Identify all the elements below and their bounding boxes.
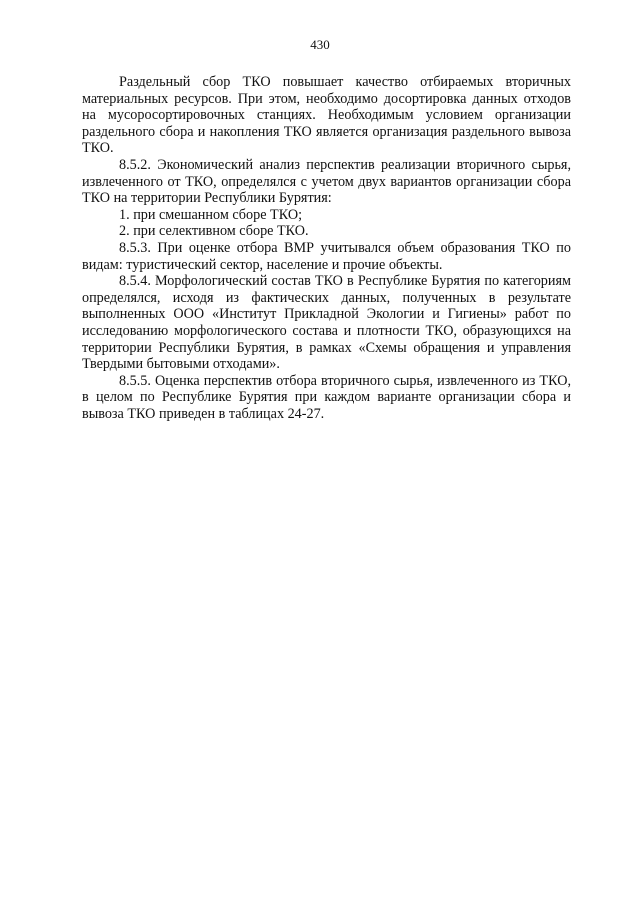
paragraph-separate-collection: Раздельный сбор ТКО повышает качество отбираемых вторичных материальных ресурсов. При этом, необходимо досортировка данных отходов на мусоросортировочных станциях. Необходимым условием организации раздельного сбора и накопления ТКО является организация раздельного вывоза ТКО. (82, 74, 571, 157)
document-body (82, 74, 571, 422)
list-item-selective-collection: 2. при селективном сборе ТКО. (119, 223, 309, 240)
paragraph-8-5-4: 8.5.4. Морфологический состав ТКО в Республике Бурятия по категориям определялся, исходя из фактических данных, полученных в результате выполненных ООО «Институт Прикладной Экологии и Гигиены» работ по исследованию морфологического состава и плотности ТКО, образующихся на территории Республики Бурятия, в рамках «Схемы обращения и управления Твердыми бытовыми отходами». (82, 273, 571, 373)
page-number: 430 (310, 37, 330, 52)
paragraph-8-5-5: 8.5.5. Оценка перспектив отбора вторичного сырья, извлеченного из ТКО, в целом по Республике Бурятия при каждом варианте организации сбора и вывоза ТКО приведен в таблицах 24-27. (82, 372, 571, 422)
paragraph-8-5-2: 8.5.2. Экономический анализ перспектив реализации вторичного сырья, извлеченного от ТКО, определялся с учетом двух вариантов организации сбора ТКО на территории Республики Бурятия: (82, 156, 571, 207)
list-item-mixed-collection: 1. при смешанном сборе ТКО; (119, 206, 303, 223)
paragraph-8-5-3: 8.5.3. При оценке отбора ВМР учитывался объем образования ТКО по видам: туристический сектор, население и прочие объекты. (82, 239, 571, 273)
